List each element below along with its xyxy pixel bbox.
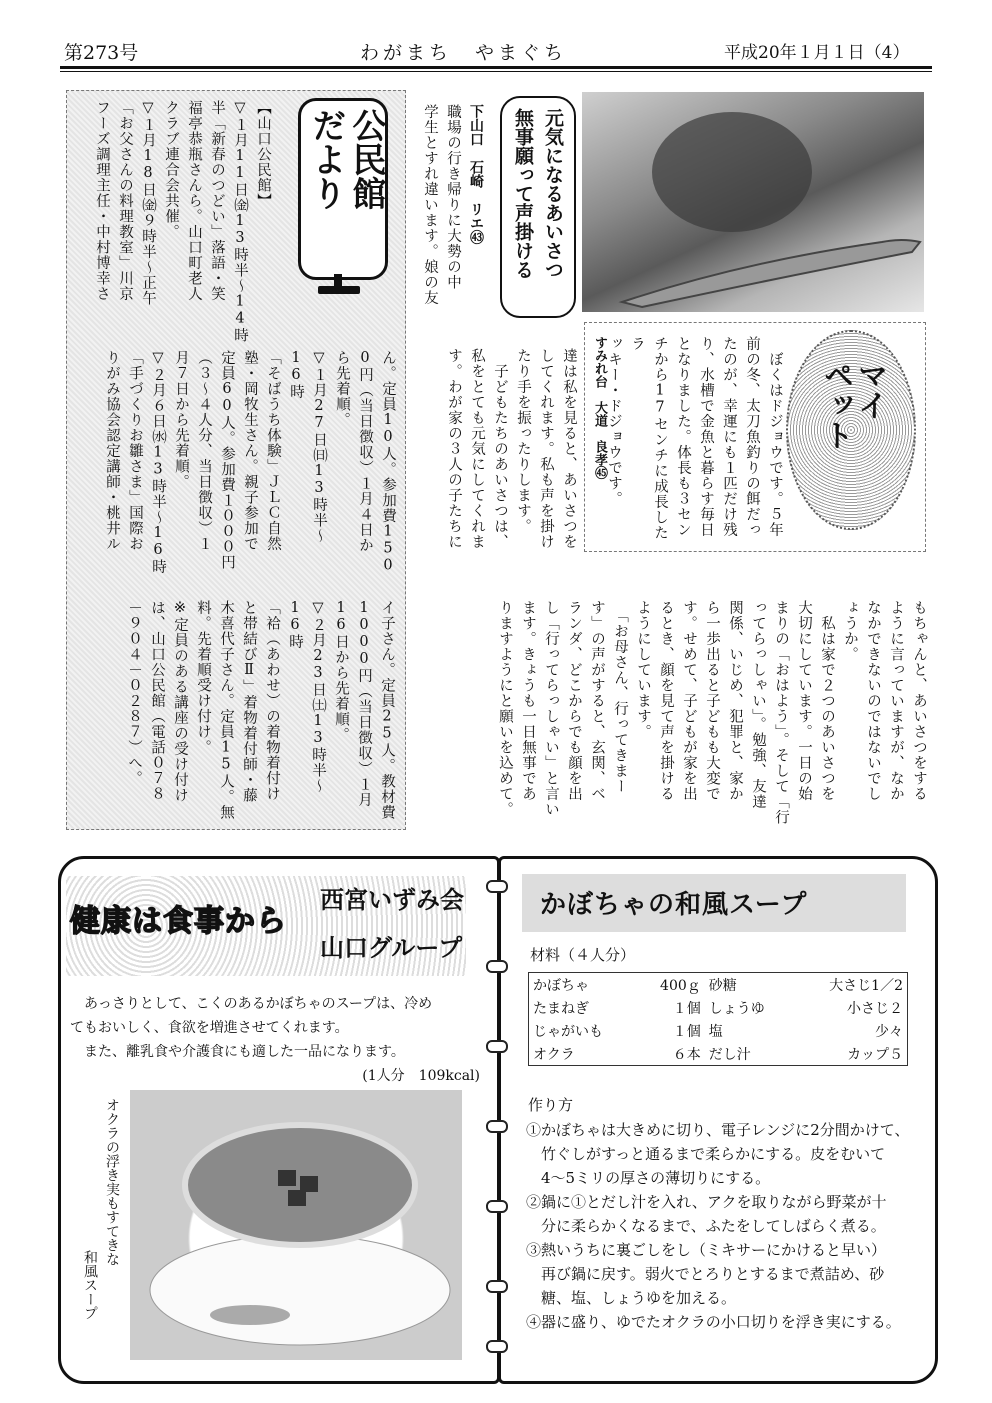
ingredient-cell: 400ｇ (660, 977, 701, 994)
kominkan-col1: 【山口公民館】 ▽１月11日㈮13時半～14時 半「新春のつどい」落語・笑 福亭恭瓶さんら。山口町老人 クラブ連合会共催。 ▽１月18日㈮９時半～正午 「お父さんの料理教室」川京 フーズ調理主任・中村博幸さ (94, 100, 271, 343)
method-step-line: ②鍋に①とだし汁を入れ、アクを取りながら野菜が十 (526, 1193, 887, 1211)
intro-line: あっさりとして、こくのあるかぼちゃのスープは、冷め (70, 996, 433, 1012)
group-name-1: 西宮いずみ会 (320, 886, 464, 914)
issue-number: 第273号 (64, 42, 139, 64)
method-step-line: ③熱いうちに裏ごしをし（ミキサーにかけると早い） (526, 1241, 887, 1259)
kominkan-col3: イ子さん。定員25人。教材費 1000円（当日徴収）１月 16日から先着順。 ▽２月23日㈯13時半～16時 「袷（あわせ）の着物着付け と帯結びⅡ」着物着付師・藤 木喜代子さん。定員15人。無 料。先着順受け付け。 ※定員のある講座の受け付け は、山口公民館（電話０７８ －９０４－０２８７）へ。 (126, 600, 395, 820)
greeting-col1: 職場の行き帰りに大勢の中 学生とすれ違います。娘の友 (422, 104, 461, 306)
recipe-banner: 健康は食事から (70, 904, 287, 939)
photo-caption-1: オクラの浮き実もすてきな (104, 1098, 120, 1266)
spiral-ring (486, 1340, 508, 1353)
method-heading: 作り方 (528, 1096, 574, 1114)
header-rule-thin (60, 71, 932, 72)
ingredient-cell: 小さじ２ (847, 1000, 903, 1017)
loach-fish-icon (582, 92, 924, 312)
greeting-headline: 元気になるあいさつ 無事願って声掛ける (500, 96, 576, 318)
header-rule (60, 66, 932, 69)
newsletter-title: わがまち やまぐち (360, 42, 568, 64)
loach-photo (582, 92, 924, 312)
ingredient-cell: 塩 (708, 1023, 723, 1040)
method-step-line: 分に柔らかくなるまで、ふたをしてしばらく煮る。 (526, 1217, 886, 1235)
ingredient-cell: しょうゆ (708, 1000, 765, 1017)
ingredient-cell: ６本 (672, 1046, 701, 1063)
method-steps (526, 1118, 926, 1334)
ingredient-cell: カップ５ (847, 1046, 903, 1063)
ingredient-cell: 砂糖 (708, 977, 737, 994)
soup-bowl-icon (130, 1090, 462, 1360)
method-step-line: 糖、塩、しょうゆを加える。 (526, 1289, 737, 1307)
group-name-2: 山口グループ (320, 934, 463, 962)
ingredient-row (529, 1042, 908, 1066)
greeting-col2: 達は私を見ると、あいさつを してくれます。私も声を掛け たり手を振ったりします。 子どもたちのあいさつは、 私をとても元気にしてくれま す。わが家の３人の子たちに (446, 348, 577, 550)
ingredient-cell: 大さじ1／2 (829, 977, 903, 994)
method-step-line: 再び鍋に戻す。弱火でとろりとするまで煮詰め、砂 (526, 1265, 885, 1283)
method-step-line: 4～5ミリの厚さの薄切りにする。 (526, 1169, 771, 1187)
ingredient-cell: 少々 (875, 1023, 903, 1040)
ingredient-cell: かぼちゃ (533, 977, 589, 994)
ingredient-cell: じゃがいも (533, 1023, 603, 1040)
method-step-line: ④器に盛り、ゆでたオクラの小口切りを浮き実にする。 (526, 1313, 901, 1331)
ingredient-cell: だし汁 (708, 1046, 751, 1063)
intro-line: てもおいしく、食欲を増進させてくれます。 (70, 1020, 349, 1036)
ingredients-heading: 材料（４人分） (530, 946, 636, 964)
ingredient-cell: １個 (672, 1000, 701, 1017)
greeting-author: 下山口 石崎 リエ㊸ (468, 104, 484, 244)
spiral-ring (486, 880, 508, 893)
calorie-note: (1人分 109kcal) (362, 1068, 480, 1084)
method-step-line: 竹ぐしがすっと通るまで柔らかにする。皮をむいて (526, 1145, 886, 1163)
kominkan-col2: ん。定員10人。参加費150 0円（当日徴収）１月４日か ら先着順。 ▽１月27日㈰13時半～16時 「そばうち体験」ＪＬＣ自然 塾・岡牧生さん。親子参加で 定員60人。参加費１０００円 （３～４人分、当日徴収）１ 月７日から先着順。 ▽２月６日㈬13時半～16時 「手づくりお雛さま」国際お りがみ協会認定講師・桃井ル (104, 350, 396, 575)
ingredient-row (529, 1019, 908, 1042)
board-stand-icon (334, 274, 342, 286)
kominkan-title: 公民館 だより (306, 108, 386, 210)
spiral-ring (486, 1040, 508, 1053)
ingredient-row (529, 973, 908, 997)
intro-line: また、離乳食や介護食にも適した一品になります。 (70, 1044, 405, 1060)
recipe-title: かぼちゃの和風スープ (540, 890, 808, 920)
mypet-badge: マイ ペット (818, 360, 887, 450)
photo-caption-2: 和風スープ (82, 1250, 98, 1320)
method-step-line: ①かぼちゃは大きめに切り、電子レンジに2分間かけて、 (526, 1121, 910, 1139)
mypet-author: すみれ台 大道 良孝㊺ (592, 336, 607, 479)
ingredients-table (528, 972, 908, 1066)
greeting-col3: もちゃんと、あいさつをする ように言っていますが、なか なかできないのではないでし ょうか。 私は家で２つのあいさつを 大切にしています。一日の始 まりの「おはよう」。そして「行 ってらっしゃい」。勉強、友達 関係、いじめ、犯罪と、家か ら一歩出ると子どもも大変で す。せめて、子どもが家を出 るとき、顔を見て声を掛ける ようにしています。 「お母さん、行ってきまー す」の声がすると、玄関、ベ ランダ、どこからでも顔を出 し「行ってらっしゃい」と言い ます。きょうも一日無事であ りますようにと願いを込めて。 (497, 600, 927, 826)
spiral-ring (486, 1200, 508, 1213)
ingredient-cell: １個 (672, 1023, 701, 1040)
ingredient-cell: オクラ (533, 1046, 575, 1063)
ingredient-cell: たまねぎ (533, 1000, 589, 1017)
mypet-text: ぼくはドジョウです。５年 前の冬、太刀魚釣りの餌だっ たのが、幸運にも１匹だけ残 り、水槽で金魚と暮らす毎日 となりました。体長も３セン チから17センチに成長したラ ッキー・ドジョウです。 (606, 336, 783, 541)
spiral-ring (486, 1120, 508, 1133)
spiral-ring (486, 960, 508, 973)
issue-date: 平成20年１月１日（4） (724, 43, 910, 63)
recipe-intro (70, 992, 480, 1088)
board-base-icon (318, 286, 360, 294)
ingredient-row (529, 996, 908, 1019)
soup-photo (130, 1090, 462, 1360)
spiral-ring (486, 1280, 508, 1293)
